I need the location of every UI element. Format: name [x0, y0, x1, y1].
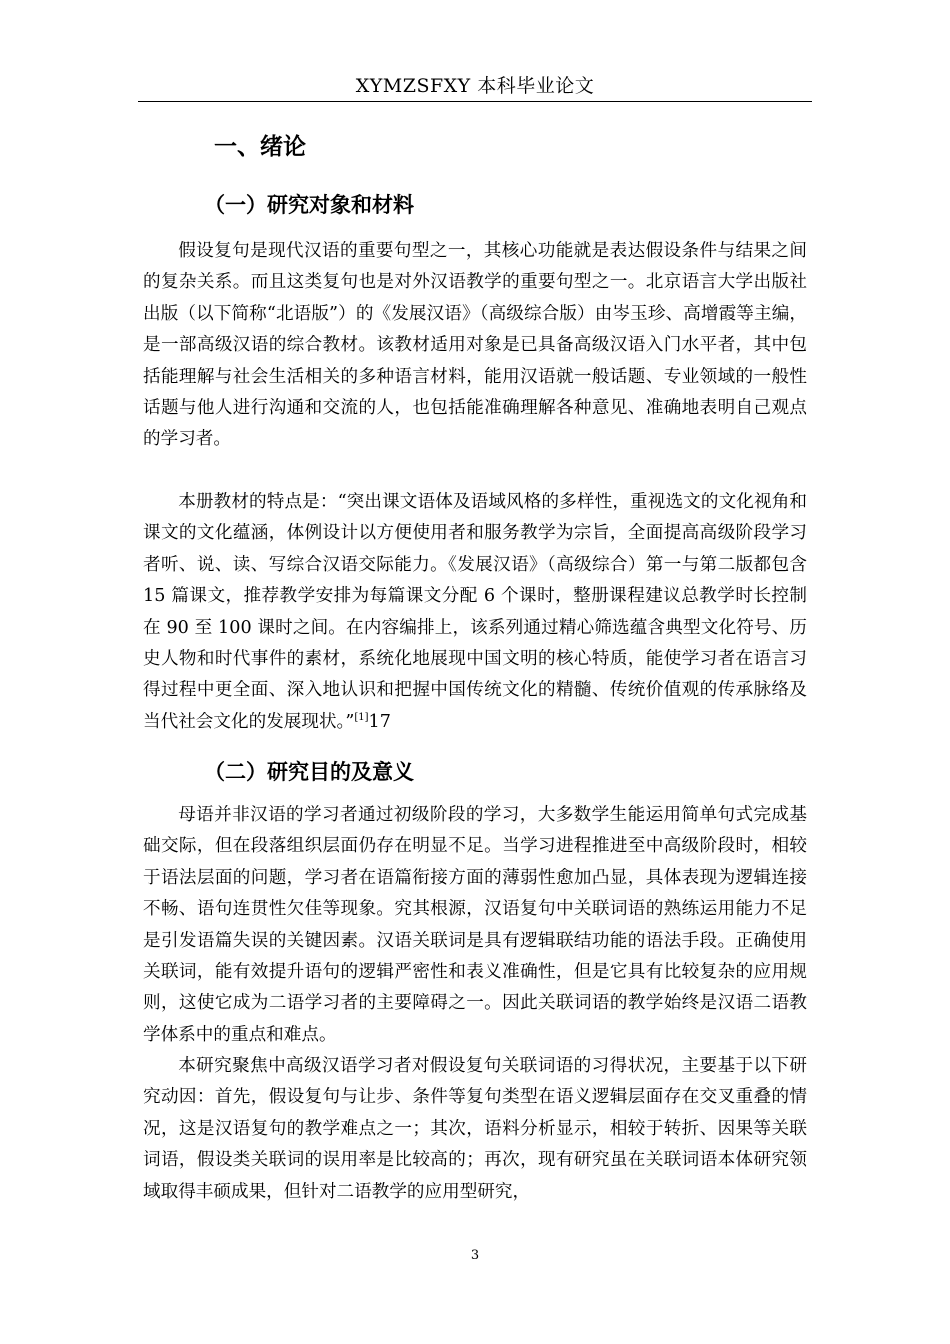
citation-page: 17 — [368, 711, 391, 732]
body-paragraph: 母语并非汉语的学习者通过初级阶段的学习，大多数学生能运用简单句式完成基础交际，但在段落组织层面仍存在明显不足。当学习进程推进至中高级阶段时，相较于语法层面的问题，学习者在语篇衔接方面的薄弱性愈加凸显，具体表现为逻辑连接不畅、语句连贯性欠佳等现象。究其根源，汉语复句中关联词语的熟练运用能力不足是引发语篇失误的关键因素。汉语关联词是具有逻辑联结功能的语法手段。正确使用关联词，能有效提升语句的逻辑严密性和表义准确性，但是它具有比较复杂的应用规则，这使它成为二语学习者的主要障碍之一。因此关联词语的教学始终是汉语二语教学体系中的重点和难点。 — [143, 805, 807, 1045]
body-paragraph: 本研究聚焦中高级汉语学习者对假设复句关联词语的习得状况，主要基于以下研究动因：首先，假设复句与让步、条件等复句类型在语义逻辑层面存在交叉重叠的情况，这是汉语复句的教学难点之一；其次，语料分析显示，相较于转折、因果等关联词语，假设类关联词的误用率是比较高的；再次，现有研究虽在关联词语本体研究领域取得丰硕成果，但针对二语教学的应用型研究， — [143, 1056, 807, 1202]
chapter-heading: 一、绪论 — [214, 134, 306, 160]
body-paragraph: 假设复句是现代汉语的重要句型之一，其核心功能就是表达假设条件与结果之间的复杂关系。而且这类复句也是对外汉语教学的重要句型之一。北京语言大学出版社出版（以下简称“北语版”）的《发展汉语》（高级综合版）由岑玉珍、高增霞等主编，是一部高级汉语的综合教材。该教材适用对象是已具备高级汉语入门水平者，其中包括能理解与社会生活相关的多种语言材料，能用汉语就一般话题、专业领域的一般性话题与他人进行沟通和交流的人，也包括能准确理解各种意见、准确地表明自己观点的学习者。 — [143, 241, 807, 450]
section-heading-2: （二）研究目的及意义 — [204, 760, 414, 784]
section-heading-1: （一）研究对象和材料 — [204, 193, 414, 217]
page-header: XYMZSFXY 本科毕业论文 — [355, 75, 595, 97]
body-paragraph — [143, 487, 807, 738]
citation-marker: [1] — [354, 711, 369, 723]
page-number: 3 — [470, 1248, 480, 1263]
paragraph-text: 本册教材的特点是：“突出课文语体及语域风格的多样性，重视选文的文化视角和课文的文化蕴涵，体例设计以方便使用者和服务教学为宗旨，全面提高高级阶段学习者听、说、读、写综合汉语交际能力。《发展汉语》（高级综合）第一与第二版都包含 15 篇课文，推荐教学安排为每篇课文分配 6 个课时，整册课程建议总教学时长控制在 90 至 100 课时之间。在内容编排上，该系列通过精心筛选蕴含典型文化符号、历史人物和时代事件的素材，系统化地展现中国文明的核心特质，能使学习者在语言习得过程中更全面、深入地认识和把握中国传统文化的精髓、传统价值观的传承脉络及当代社会文化的发展现状。” — [143, 492, 807, 732]
header-rule — [138, 101, 812, 102]
